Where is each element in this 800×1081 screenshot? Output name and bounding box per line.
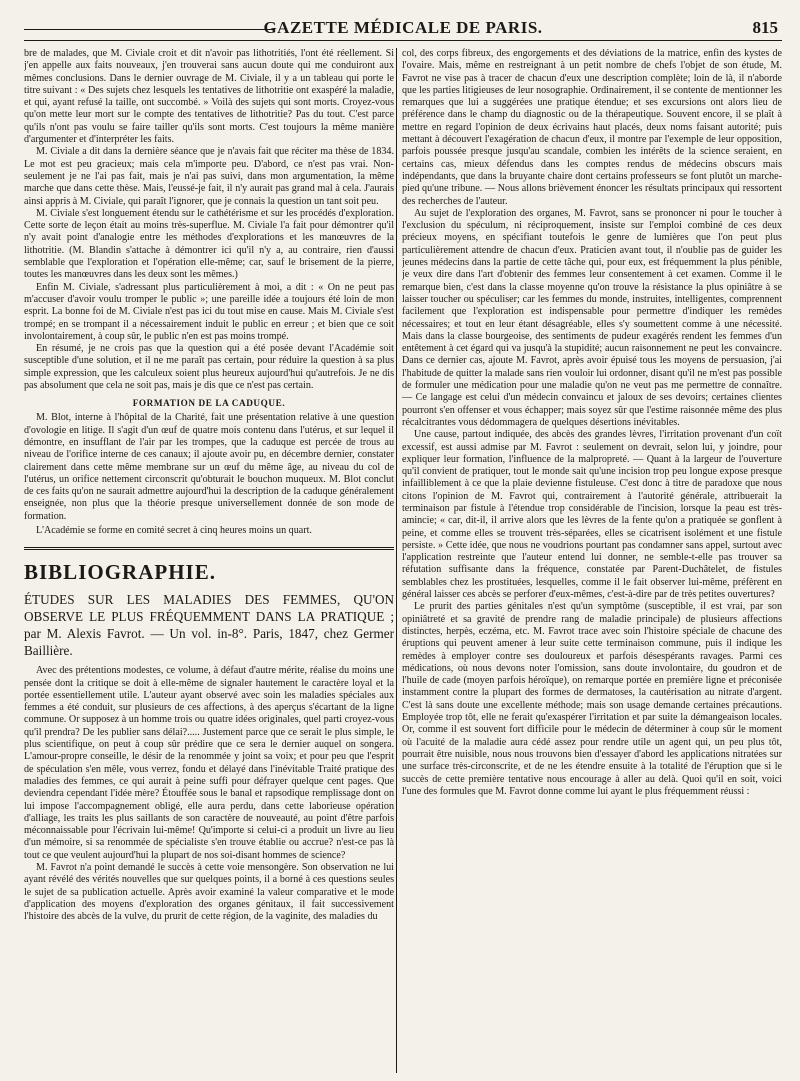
paragraph: bre de malades, que M. Civiale croit et dit n'avoir pas lithotritiés, l'ont été réellement. Si j'en appelle aux faits nouveaux, j'en trouverai sans aucun doute qui me conduiront aux mêmes conclusions. Dans le dernier ouvrage de M. Civiale, il y a un tableau qui porte le titre suivant : « Des sujets chez lesquels les tentatives de lithotritie ont exaspéré la maladie, et qui, ayant refusé la taille, ont succombé. » Voilà des sujets qui sont morts. Croyez-vous qu'on mette leur mort sur le compte des tentatives de lithotritie? Pas du tout. C'est parce qu'ils n'ont pas voulu se faire tailler qu'ils sont morts. C'est toujours la même manière d'argumenter et d'interpréter les faits. <box>24 48 394 146</box>
journal-title: GAZETTE MÉDICALE DE PARIS. <box>263 18 543 37</box>
page-header <box>24 18 782 41</box>
paragraph: col, des corps fibreux, des engorgements et des déviations de la matrice, enfin des kystes de l'ovaire. Mais, même en restreignant à un petit nombre de chefs l'objet de son étude, M. Favrot ne vise pas à tracer de chacun d'eux une description complète; loin de là, il n'aborde que les parties litigieuses de leur nosographie. Ordinairement, il se contente de mentionner les remarques que lui a suggérées une pratique étendue; et ses excursions ont alors lieu de préférence dans le champ du diagnostic ou de la thérapeutique. Souvent encore, il se plaît à mettre en regard l'opinion de deux écrivains haut placés, deux noms faisant autorité; puis mettant à découvert l'exagération de chacun d'eux, il montre par l'exemple de leur opposition, parfois poussée presque jusqu'au scandale, combien les intérêts de la science seraient, en certains cas, mieux défendus dans les comptes rendus de médecins obscurs mais indépendants, que dans la bruyante chaire dont certains professeurs se font plutôt un marche-pied qu'une tribune. — Nous allons brièvement énoncer les résultats principaux qui ressortent des recherches de l'auteur. <box>402 48 782 207</box>
paragraph: En résumé, je ne crois pas que la question qui a été posée devant l'Académie soit susceptible d'une solution, et il ne me paraît pas certain, pour réduire la question à sa plus simple expression, que les calculeux soient plus heureux aujourd'hui qu'autrefois. Je ne dis pas absolument que cela ne soit pas, mais je dis que ce n'est pas certain. <box>24 343 394 392</box>
paragraph: Le prurit des parties génitales n'est qu'un symptôme (susceptible, il est vrai, par son opiniâtreté et sa gravité de prendre rang de maladie principale) de plusieurs affections distinctes, herpès, eczéma, etc. M. Favrot trace avec soin l'histoire spéciale de chacune des éruptions qui peuvent amener à leur suite cette terminaison commune, puis il indique les remèdes à employer contre ses douloureux et parfois désespérants ravages. Parmi ces médications, où nous devons noter l'omission, sans doute involontaire, du goudron et de l'huile de cade (moyen parfois héroïque), on remarque portée en première ligne et préconisée instamment contre la plupart des formes de dermatoses, la cautérisation au nitrate d'argent. C'est là sans doute une excellente méthode; mais son usage demande certaines précautions. Employée trop tôt, elle ne ferait qu'exaspérer l'irritation et par suite la démangeaison locales. Or, comme il est souvent fort difficile pour le médecin de déterminer à coup sûr le moment où l'acuité de la maladie aura cédé assez pour rendre utile un agent qui, un peu plus tôt, pourrait être nuisible, nous nous trouvons bien d'essayer d'abord les applications nitratées sur une surface très-circonscrite, et de ne les étendre ensuite à la totalité de l'éruption que si le succès de cette première tentative nous encourage à aller au delà. Quoi qu'il en soit, voici l'une des formules que M. Favrot donne comme lui ayant le plus fréquemment réussi : <box>402 601 782 797</box>
left-column <box>24 48 394 1073</box>
paragraph: M. Civiale a dit dans la dernière séance que je n'avais fait que réciter ma thèse de 1834. Le mot est peu gracieux; mais cela m'importe peu. D'abord, ce n'est pas vrai. Non-seulement je ne l'ai pas fait, mais je n'ai pas suivi, dans mon argumentation, la même marche que dans cette thèse. Mais, l'eussé-je fait, il n'y aurait pas grand mal à cela. J'aurais ainsi appris à M. Civiale, qui paraît l'ignorer, que je connais la question un tant soit peu. <box>24 146 394 207</box>
section-divider <box>24 547 394 550</box>
section-subheading: FORMATION DE LA CADUQUE. <box>132 398 286 409</box>
page-number: 815 <box>752 18 778 37</box>
right-column <box>402 48 782 1073</box>
paragraph: Avec des prétentions modestes, ce volume, à défaut d'autre mérite, réalise du moins une pensée dont la critique se doit à elle-même de signaler hautement le caractère loyal et la portée essentiellement utile. L'auteur ayant observé avec soin les maladies spéciales aux femmes a été conduit, sur plusieurs de ces affections, à des aperçus s'écartant de la ligne commune. Or supposez à un homme trois ou quatre idées originales, quel parti croyez-vous qu'il prendra? De les publier sans délai?..... Justement parce que ce serait le plus simple, le plus scientifique, on peut à coup sûr prédire que ce sera le dernier auquel on songera. L'amour-propre conseille, le désir de la renommée y joint sa voix; et pour peu que l'esprit de spéculation s'en mêle, vous verrez, fondu et délayé dans l'inévitable Traité pratique des maladies des femmes, ce qui aurait à peine suffi pour défrayer quelque cent pages. Que deviendra cependant l'idée mère? Étouffée sous le banal et rapsodique remplissage dont on lui impose l'accompagnement obligé, elle aura perdu, dans cette laborieuse opération d'alliage, les traits les plus saillants de son caractère de nouveauté, au point d'être parfois méconnaissable pour l'écrivain lui-même! Qu'importe si celui-ci a produit un livre au lieu d'un mémoire, si sa renommée de spécialiste s'en trouve établie ou accrue? n'est-ce pas là tout ce que veulent aujourd'hui la plupart de nos soi-disant hommes de science? <box>24 665 394 861</box>
paragraph: M. Favrot n'a point demandé le succès à cette voie mensongère. Son observation ne lui ayant révélé des vérités nouvelles que sur quelques points, il a borné à ces questions seules le sujet de sa publication actuelle. Après avoir examiné la valeur comparative et le mode d'application des moyens d'exploration des organes génitaux, il fait successivement l'histoire des abcès de la vulve, du prurit de cette région, de la vaginite, des maladies du <box>24 862 394 923</box>
book-title: ÉTUDES SUR LES MALADIES DES FEMMES, QU'ON OBSERVE LE PLUS FRÉQUEMMENT DANS LA PRATIQUE ; par M. Alexis Favrot. — Un vol. in-8°. Paris, 1847, chez Germer Baillière. <box>24 592 394 659</box>
columns <box>24 48 782 1073</box>
section-title: BIBLIOGRAPHIE. <box>24 560 216 585</box>
paragraph: Enfin M. Civiale, s'adressant plus particulièrement à moi, a dit : « On ne peut pas m'accuser d'avoir voulu tromper le public »; une pareille idée a toujours été loin de mon esprit. La bonne foi de M. Civiale n'est pas ici du tout mise en cause. Mais M. Civiale s'est trompé; en se trompant il a nécessairement induit le public en erreur ; et bien que ce soit involontairement, à coup sûr, le public n'en est pas moins trompé. <box>24 281 394 342</box>
paragraph: Une cause, partout indiquée, des abcès des grandes lèvres, l'irritation provenant d'un coït excessif, est aussi admise par M. Favrot : seulement on devrait, selon lui, y joindre, pour expliquer leur formation, l'influence de la malpropreté. — Quant à la largeur de l'ouverture qu'il convient de pratiquer, tout le monde sait qu'une incision trop peu longue expose presque infailliblement à ce que la plaie devienne fistuleuse. C'est donc à titre de paradoxe que nous citons l'opinion de M. Favrot qui, contrairement à l'autorité générale, attribuerait la terminaison par fistule à l'étendue trop considérable de l'incision, lorsque la peau est très-amincie; « car, dit-il, il arrive alors que les lèvres de la fente qu'on a pratiquée se gonflent à peine, et comme elles se trouvent très-séparées, elles se cicatrisent isolément et une fistule persiste. » Cette idée, que nous ne voudrions pourtant pas condamner sans appel, surtout avec l'application restreinte que l'auteur entend lui donner, ne semble-t-elle pas trouver sa réfutation suffisante dans la fréquence, constatée par Parent-Duchâtelet, de fistules semblables chez les prostituées, lesquelles, comme il le fait observer lui-même, préfèrent en général laisser ces abcès se perforer d'eux-mêmes, c'est-à-dire par de très petites ouvertures? <box>402 429 782 601</box>
paragraph: M. Civiale s'est longuement étendu sur le cathétérisme et sur les procédés d'exploration. Cette sorte de leçon était au moins très-superflue. M. Civiale l'a fait pour démontrer qu'il n'y avait point d'analogie entre les méthodes d'explorations et les manœuvres de la lithotritie. (M. Blandin s'attache à démontrer ici qu'il n'y a, au contraire, rien d'aussi semblable que l'exploration et l'opération elle-même; car, sauf le brisement de la pierre, toutes les manœuvres dans les deux sont les mêmes.) <box>24 207 394 281</box>
column-divider <box>396 48 397 1073</box>
paragraph: L'Académie se forme en comité secret à cinq heures moins un quart. <box>36 524 312 536</box>
paragraph: Au sujet de l'exploration des organes, M. Favrot, sans se prononcer ni pour le toucher à l'exclusion du spéculum, ni réciproquement, insiste sur l'emploi combiné de ces deux précieux moyens, en spécifiant toutefois le genre de lumières que l'on peut plus particulièrement attendre de chacun d'eux. Praticien avant tout, il n'oublie pas de guider les jeunes médecins dans la partie de cette tâche qui, pour eux, est fréquemment la plus pénible, je veux dire dans l'art d'obtenir des femmes leur consentement à cet examen. Comme il le remarque bien, c'est dans la classe moyenne qu'on trouve la résistance la plus opiniâtre à se laisser toucher ou spéculiser; car les femmes du monde, instruites, intelligentes, comprennent facilement que l'exploration est indispensable pour permettre d'indiquer les remèdes nécessaires; et tout en leur étant désagréable, elles s'y soumettent comme à une nécessité. Mais dans la classe bourgeoise, des sentiments de pudeur exagérés rendent les femmes d'un entêtement à cet égard qui va jusqu'à la stupidité; aucun raisonnement ne peut les convaincre. Dans ce dernier cas, ajoute M. Favrot, après avoir épuisé tous les moyens de persuasion, j'ai l'habitude de quitter la malade sans rien vouloir lui ordonner, disant qu'il ne m'est pas possible de formuler une médication pour une maladie qu'on ne veut pas me permettre de connaître. — Ce langage est celui d'un médecin convaincu et jaloux de ses devoirs; certaines clientes pourront s'en offenser et vous échapper; mais soyez sûr que l'estime raisonnée même des plus récalcitrantes vous dédommagera de quelques désertions inévitables. <box>402 207 782 428</box>
paragraph: M. Blot, interne à l'hôpital de la Charité, fait une présentation relative à une question d'ovologie en litige. Il s'agit d'un œuf de quatre mois contenu dans l'utérus, et sur lequel il démontre, en insufflant de l'air par les trompes, que la caduque est percée de trous au niveau de l'orifice interne de ces canaux; il ajoute avoir pu, en décembre dernier, constater clairement dans cette même membrane sur un œuf du même âge, au niveau du col de l'utérus, un orifice nettement circonscrit qu'obturait le bouchon muqueux. M. Blot conclut de ces faits qu'on ne saurait admettre aujourd'hui la description de la caduque généralement enseignée, non plus que la théorie presque universellement donnée de son mode de formation. <box>24 412 394 522</box>
